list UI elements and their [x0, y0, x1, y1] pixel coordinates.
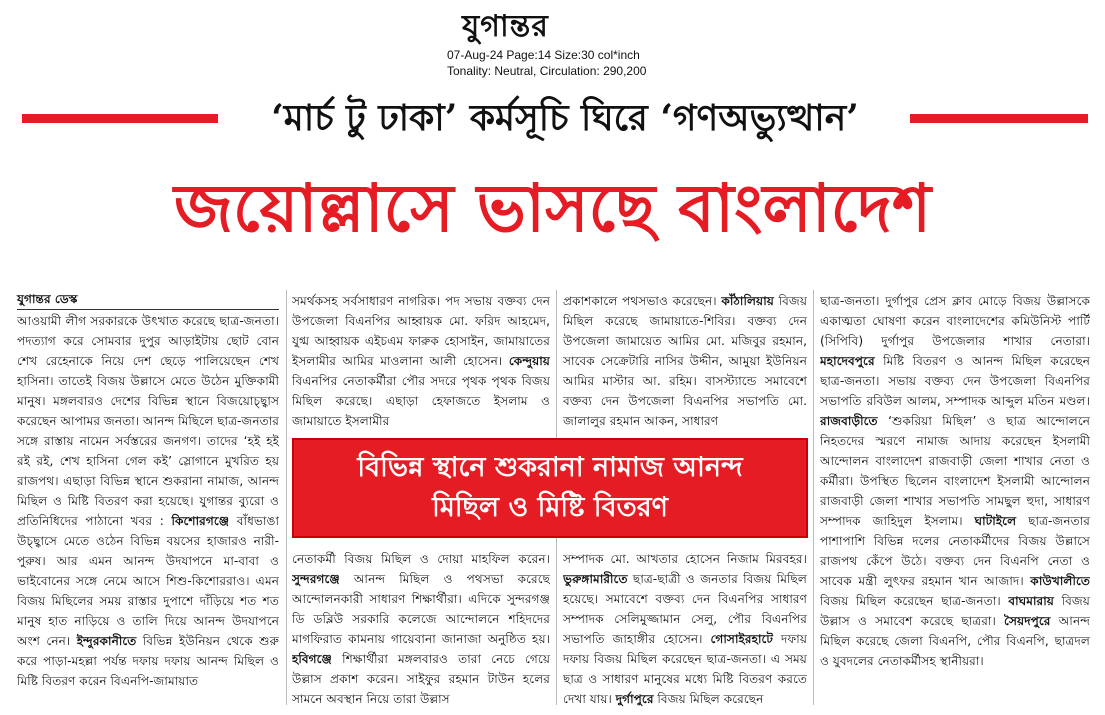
- paragraph: বাঁধভাঙা উচ্ছ্বাসে মেতে ওঠেন বিভিন্ন বয়সের হাজারও নারী-পুরুষ। আর এমন আনন্দ উদযাপনে মা-বাবা ও ভাইবোনের সঙ্গে নেমে আসে শিশু-কিশোররাও। এমন বিজয় মিছিলের সময় রাস্তার দুপাশে দাঁড়িয়ে শত শত মানুষ হাত নাড়িয়ে ও তালি দিয়ে আনন্দ উদযাপনে অংশ নেন।: [17, 514, 279, 648]
- headline: জয়োল্লাসে ভাসছে বাংলাদেশ: [173, 170, 932, 247]
- paragraph: প্রকাশকালে পথসভাও করেছেন।: [563, 294, 722, 308]
- overline-rule-left: [22, 114, 218, 123]
- place-durgapur: দুর্গাপুরে: [615, 692, 654, 706]
- column-4: [820, 291, 1090, 707]
- masthead: [0, 0, 1105, 80]
- subhead-line-2: মিছিল ও মিষ্টি বিতরণ: [432, 492, 668, 523]
- paragraph: বিজয় মিছিল করেছেন ছাত্র-জনতা।: [820, 594, 1009, 608]
- paragraph: বিভিন্ন ইউনিয়ন থেকে শুরু করে পাড়া-মহল্লা পর্যন্ত দফায় দফায় আনন্দ মিছিল ও মিষ্টি বিতরণ করেন বিএনপি-জামায়াত: [17, 634, 279, 688]
- place-ghatail: ঘাটাইলে: [974, 514, 1017, 528]
- byline-rule: [17, 309, 279, 310]
- paragraph: সমর্থকসহ সর্বসাধারণ নাগরিক। পদ সভায় বক্তব্য দেন উপজেলা বিএনপির আহ্বায়ক মো. ফরিদ আহমেদ, যুগ্ম আহ্বায়ক এইচএম ফারুক হোসাইন, জামায়াতের ইসলামীর আমির মাওলানা আলী হোসেন।: [292, 294, 550, 368]
- place-goshairhat: গোসাইরহাটে: [710, 632, 774, 646]
- paragraph: বিজয় মিছিল করেছে জামায়াতে-শিবির। বক্তব্য দেন উপজেলা জামায়েত আমির মো. মজিবুর রহমান, সাবেক সেক্রেটারি নাসির উদ্দীন, আমুয়া ইউনিয়ন আমির মাস্টার আ. রহিম। বাসস্ট্যান্ডে সমাবেশে বক্তব্য দেন উপজেলা বিএনপির সভাপতি মো. জালালুর রহমান আকন, সাধারণ: [563, 294, 807, 428]
- paragraph: বিজয় উল্লাস ও সমাবেশ করেছে ছাত্ররা।: [820, 594, 1090, 628]
- paragraph: মিষ্টি বিতরণ ও আনন্দ মিছিল করেছেন ছাত্র-জনতা। সভায় বক্তব্য দেন উপজেলা বিএনপির সভাপতি রবিউল আলম, সম্পাদক আব্দুল মতিন মণ্ডল।: [820, 354, 1090, 408]
- place-bhurungamari: ভুরুঙ্গামারীতে: [563, 572, 628, 586]
- place-baghmara: বাঘমারায়: [1008, 594, 1054, 608]
- place-indurkani: ইন্দুরকানীতে: [76, 634, 137, 648]
- paragraph: ছাত্র-জনতার পাশাপাশি বিভিন্ন দলের নেতাকর্মীদের বিজয় উল্লাসে রাজপথ কেঁপে উঠে। বক্তব্য দেন বিএনপি নেতা ও সাবেক মন্ত্রী লুৎফর রহমান খান আজাদ।: [820, 514, 1090, 588]
- place-sundarganj: সুন্দরগঞ্জে: [292, 572, 340, 586]
- place-kishoreganj: কিশোরগঞ্জে: [171, 514, 230, 528]
- overline: ‘মার্চ টু ঢাকা’ কর্মসূচি ঘিরে ‘গণঅভ্যুত্থান’: [271, 97, 859, 139]
- paragraph: শিক্ষার্থীরা মঙ্গলবারও তারা নেচে গেয়ে উল্লাস প্রকাশ করেন। সাইফুর রহমান টাউন হলের সামনে অবস্থান নিয়ে তারা উল্লাস: [292, 652, 550, 706]
- paragraph: সম্পাদক মো. আখতার হোসেন নিজাম মিরবহর।: [563, 552, 807, 566]
- paragraph: ‘শুকরিয়া মিছিল’ ও ছাত্র আন্দোলনে নিহতদের স্মরণে নামাজ আদায় করেছেন ইসলামী আন্দোলন বাংলাদেশ রাজবাড়ী জেলা শাখার নেতা ও কর্মীরা। উপস্থিত ছিলেন বাংলাদেশ ইসলামী আন্দোলন রাজবাড়ী জেলা শাখার সভাপতি সামছুল হুদা, সাধারণ সম্পাদক জাহিদুল ইসলাম।: [820, 414, 1090, 528]
- paragraph: নেতাকর্মী বিজয় মিছিল ও দোয়া মাহফিল করেন।: [292, 552, 550, 566]
- paragraph: আনন্দ মিছিল করেছে জেলা বিএনপি, পৌর বিএনপি, ছাত্রদল ও যুবদলের নেতাকর্মীসহ স্থানীয়রা।: [820, 614, 1090, 668]
- subhead-box: [292, 438, 808, 538]
- paragraph: দফায় দফায় বিজয় মিছিল করেছেন ছাত্র-জনতা। এ সময় ছাত্র ও সাধারণ মানুষের মধ্যে মিষ্টি বিতরণ করতে দেখা যায়।: [563, 632, 807, 706]
- subhead-line-1: বিভিন্ন স্থানে শুকরানা নামাজ আনন্দ: [357, 452, 743, 483]
- paragraph: আনন্দ মিছিল ও পথসভা করেছে আন্দোলনকারী সাধারণ শিক্ষার্থীরা। এদিকে সুন্দরগঞ্জ ডি ডব্লিউ সরকারি কলেজে আন্দোলনে শহিদদের মাগফিরাত কামনায় গায়েবানা জানাজা অনুষ্ঠিত হয়।: [292, 572, 550, 646]
- paragraph: বিজয় মিছিল করেছেন: [653, 692, 764, 706]
- column-rule: [813, 290, 814, 705]
- overline-rule-right: [910, 114, 1088, 123]
- tonality-circulation: Tonality: Neutral, Circulation: 290,200: [447, 64, 647, 78]
- paragraph: বিএনপির নেতাকর্মীরা পৌর সদরে পৃথক পৃথক বিজয় মিছিল করেছে। এছাড়া হেফাজতে ইসলাম ও জামায়াতে ইসলামীর: [292, 374, 550, 428]
- clipping-meta: [447, 47, 646, 79]
- place-habiganj: হবিগঞ্জে: [292, 652, 332, 666]
- place-rajbari: রাজবাড়ীতে: [820, 414, 878, 428]
- place-saidpur: সৈয়দপুরে: [1004, 614, 1051, 628]
- paragraph: ছাত্র-জনতা। দুর্গাপুর প্রেস ক্লাব মোড়ে বিজয় উল্লাসকে একাত্মতা ঘোষণা করেন বাংলাদেশের কমিউনিস্ট পার্টি (সিপিবি) দুর্গাপুর উপজেলার শাখার নেতারা।: [820, 294, 1090, 348]
- subhead: [294, 448, 806, 528]
- column-2-bottom: [292, 549, 550, 707]
- paragraph: আওয়ামী লীগ সরকারকে উৎখাত করেছে ছাত্র-জনতা। পদত্যাগ করে সোমবার দুপুর আড়াইটায় ছোট বোন শেখ রেহেনাকে নিয়ে দেশ ছেড়ে পালিয়েছেন শেখ হাসিনা। তাতেই বিজয় উল্লাসে মেতে উঠেন মুক্তিকামী মানুষ। মঙ্গলবারও দেশের বিভিন্ন স্থানে বিজয়োচ্ছ্বাস করেছেন আপামর জনতা। আনন্দ মিছিলে ছাত্র-জনতার সঙ্গে রাস্তায় নামেন সর্বস্তরের জনগণ। তাদের ‘হই হই রই রই, শেখ হাসিনা গেল কই’ স্লোগানে মুখরিত হয় রাজপথ। এছাড়া বিভিন্ন স্থানে শুকরানা নামাজ, আনন্দ মিছিল ও মিষ্টি বিতরণ করা হয়েছে। যুগান্তর ব্যুরো ও প্রতিনিধিদের পাঠানো খবর :: [17, 314, 279, 528]
- place-kendua: কেন্দুয়ায়: [508, 354, 550, 368]
- column-2-top: [292, 291, 550, 431]
- newspaper-logo: যুগান্তর: [462, 9, 549, 44]
- date-page-size: 07-Aug-24 Page:14 Size:30 col*inch: [447, 48, 640, 62]
- column-1: [17, 311, 279, 707]
- column-3-bottom: [563, 549, 807, 707]
- place-kaukhali: কাউখালীতে: [1030, 574, 1090, 588]
- place-mohadebpur: মহাদেবপুরে: [820, 354, 875, 368]
- column-3-top: [563, 291, 807, 431]
- column-rule: [286, 290, 287, 705]
- byline: যুগান্তর ডেস্ক: [17, 292, 78, 306]
- overline-block: [0, 92, 1105, 144]
- place-kathalia: কাঁঠালিয়ায়: [721, 294, 774, 308]
- paragraph: ছাত্র-ছাত্রী ও জনতার বিজয় মিছিল হয়েছে। সমাবেশে বক্তব্য দেন বিএনপির সাধারণ সম্পাদক সেলিমুজ্জামান সেলু, পৌর বিএনপির সভাপতি জাহাঙ্গীর হোসেন।: [563, 572, 807, 646]
